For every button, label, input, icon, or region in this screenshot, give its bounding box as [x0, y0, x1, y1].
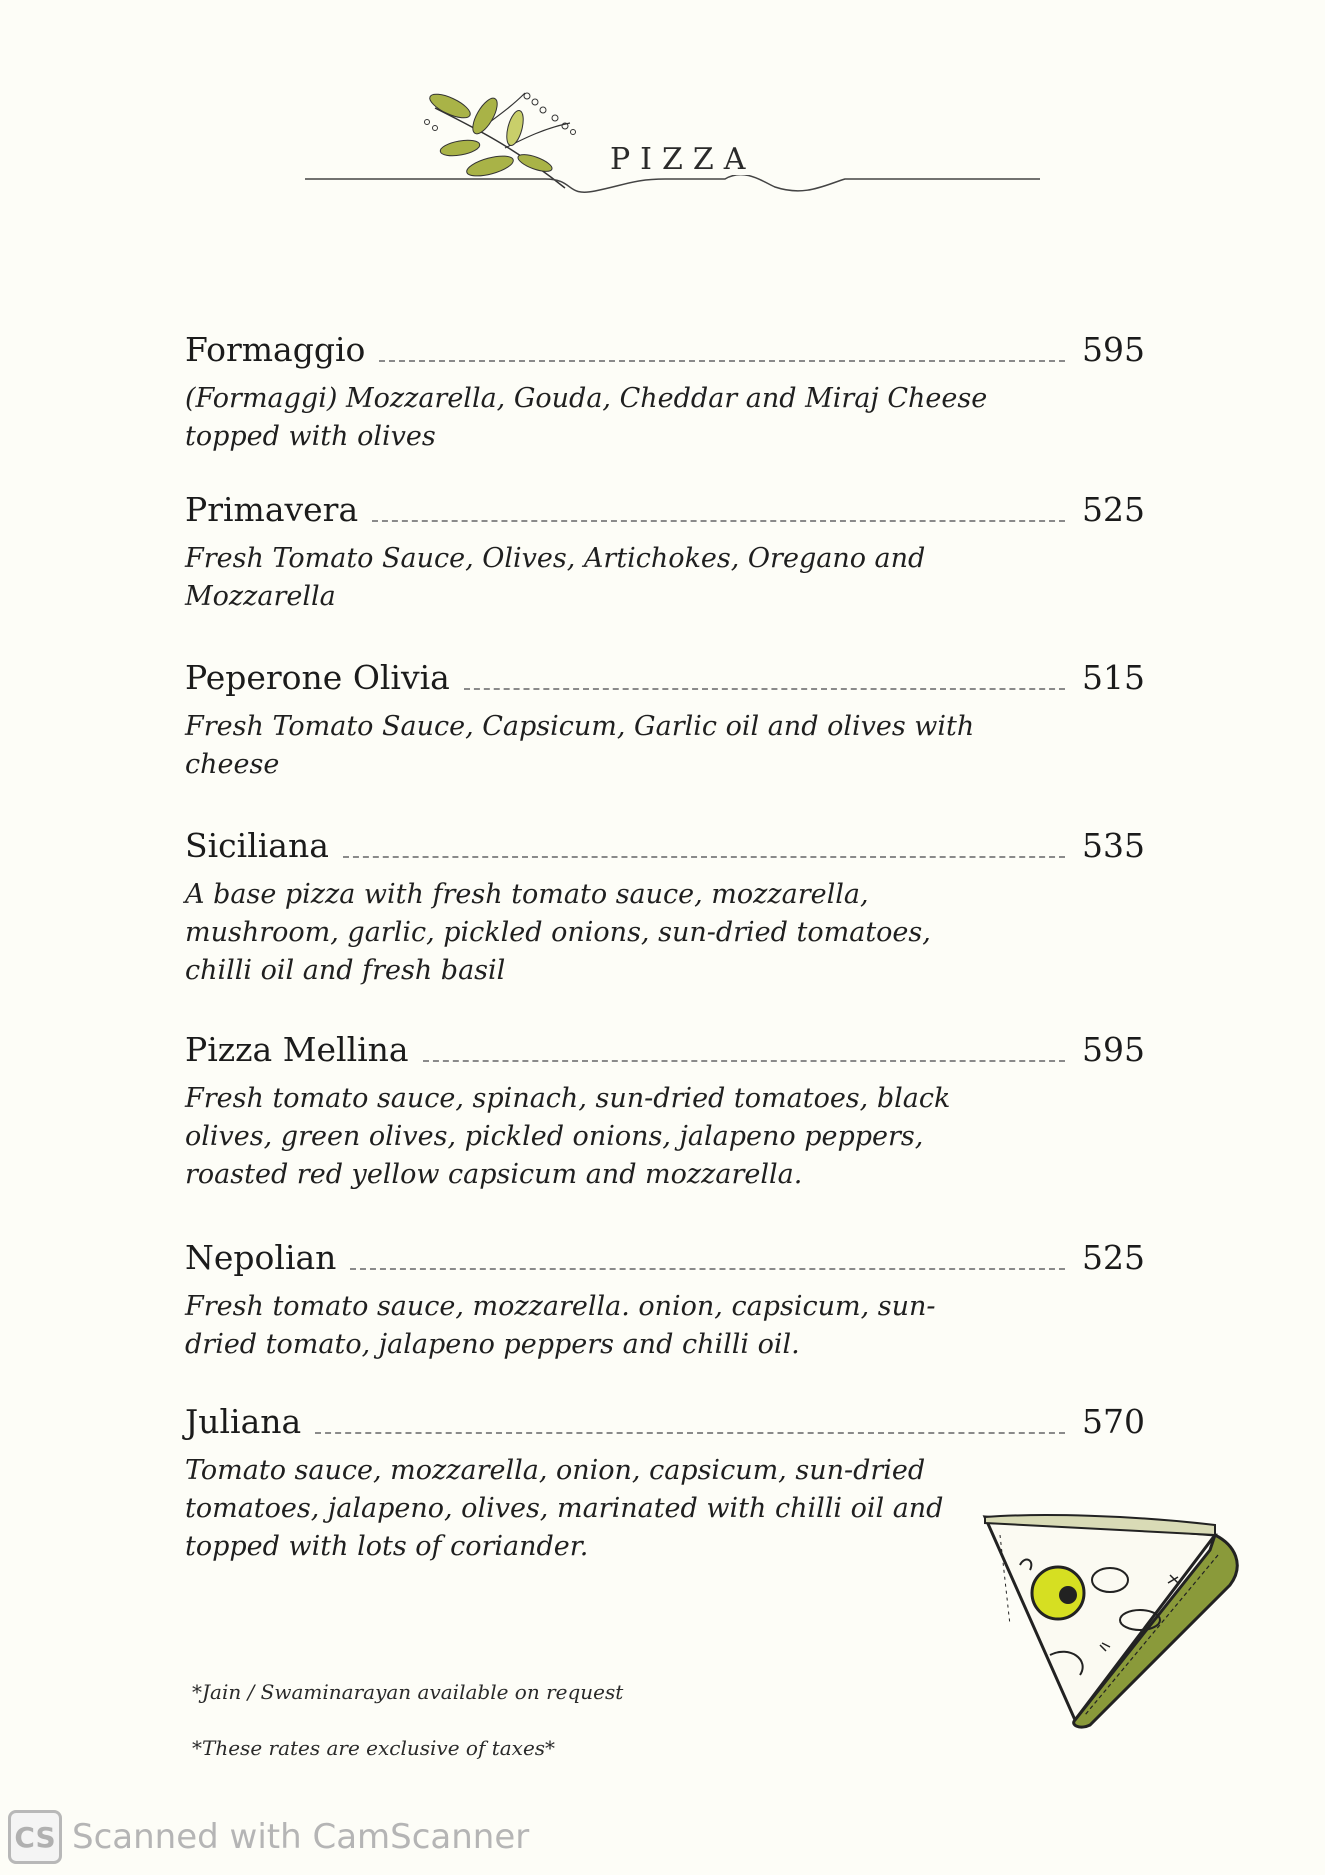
menu-item: [185, 648, 1145, 784]
page-title: PIZZA: [610, 142, 756, 177]
dotted-leader: [379, 360, 1065, 362]
menu-item: [185, 320, 1145, 456]
item-description: Tomato sauce, mozzarella, onion, capsicum, sun-dried tomatoes, jalapeno, olives, marinated with chilli oil and topped with lots of coriander.: [185, 1455, 944, 1562]
item-price: 595: [1082, 1030, 1145, 1069]
item-description: Fresh tomato sauce, spinach, sun-dried tomatoes, black olives, green olives, pickled onions, jalapeno peppers, roasted red yellow capsicum and mozzarella.: [185, 1083, 951, 1190]
tax-note: *These rates are exclusive of taxes*: [192, 1736, 556, 1760]
item-name: Primavera: [185, 490, 359, 529]
item-price: 525: [1082, 490, 1145, 529]
item-price: 595: [1082, 330, 1145, 369]
item-price: 515: [1082, 658, 1145, 697]
camscanner-watermark: [8, 1810, 529, 1864]
header-divider: [305, 175, 1040, 215]
item-price: 570: [1082, 1402, 1145, 1441]
dotted-leader: [372, 520, 1065, 522]
item-price: 535: [1082, 826, 1145, 865]
dotted-leader: [464, 688, 1065, 690]
menu-item: [185, 816, 1145, 990]
item-name: Nepolian: [185, 1238, 337, 1277]
item-name: Juliana: [185, 1402, 302, 1441]
dotted-leader: [350, 1268, 1065, 1270]
camscanner-logo-icon: CS: [8, 1810, 62, 1864]
item-name: Pizza Mellina: [185, 1030, 409, 1069]
item-description: Fresh Tomato Sauce, Capsicum, Garlic oil and olives with cheese: [185, 711, 975, 780]
pizza-slice-icon: [980, 1505, 1255, 1730]
camscanner-text: Scanned with CamScanner: [72, 1817, 530, 1857]
menu-item: [185, 1020, 1145, 1194]
menu-header: [305, 80, 1040, 220]
item-description: (Formaggi) Mozzarella, Gouda, Cheddar and Miraj Cheese topped with olives: [185, 383, 988, 452]
item-description: Fresh tomato sauce, mozzarella. onion, capsicum, sun-dried tomato, jalapeno peppers and chilli oil.: [185, 1291, 936, 1360]
dotted-leader: [423, 1060, 1065, 1062]
menu-item: [185, 480, 1145, 616]
dotted-leader: [315, 1432, 1065, 1434]
jain-note: *Jain / Swaminarayan available on request: [192, 1680, 624, 1704]
item-name: Peperone Olivia: [185, 658, 450, 697]
item-description: Fresh Tomato Sauce, Olives, Artichokes, Oregano and Mozzarella: [185, 543, 926, 612]
menu-item: [185, 1228, 1145, 1364]
dotted-leader: [343, 856, 1065, 858]
item-name: Formaggio: [185, 330, 366, 369]
item-name: Siciliana: [185, 826, 329, 865]
item-price: 525: [1082, 1238, 1145, 1277]
item-description: A base pizza with fresh tomato sauce, mozzarella, mushroom, garlic, pickled onions, sun-dried tomatoes, chilli oil and fresh basil: [185, 879, 931, 986]
